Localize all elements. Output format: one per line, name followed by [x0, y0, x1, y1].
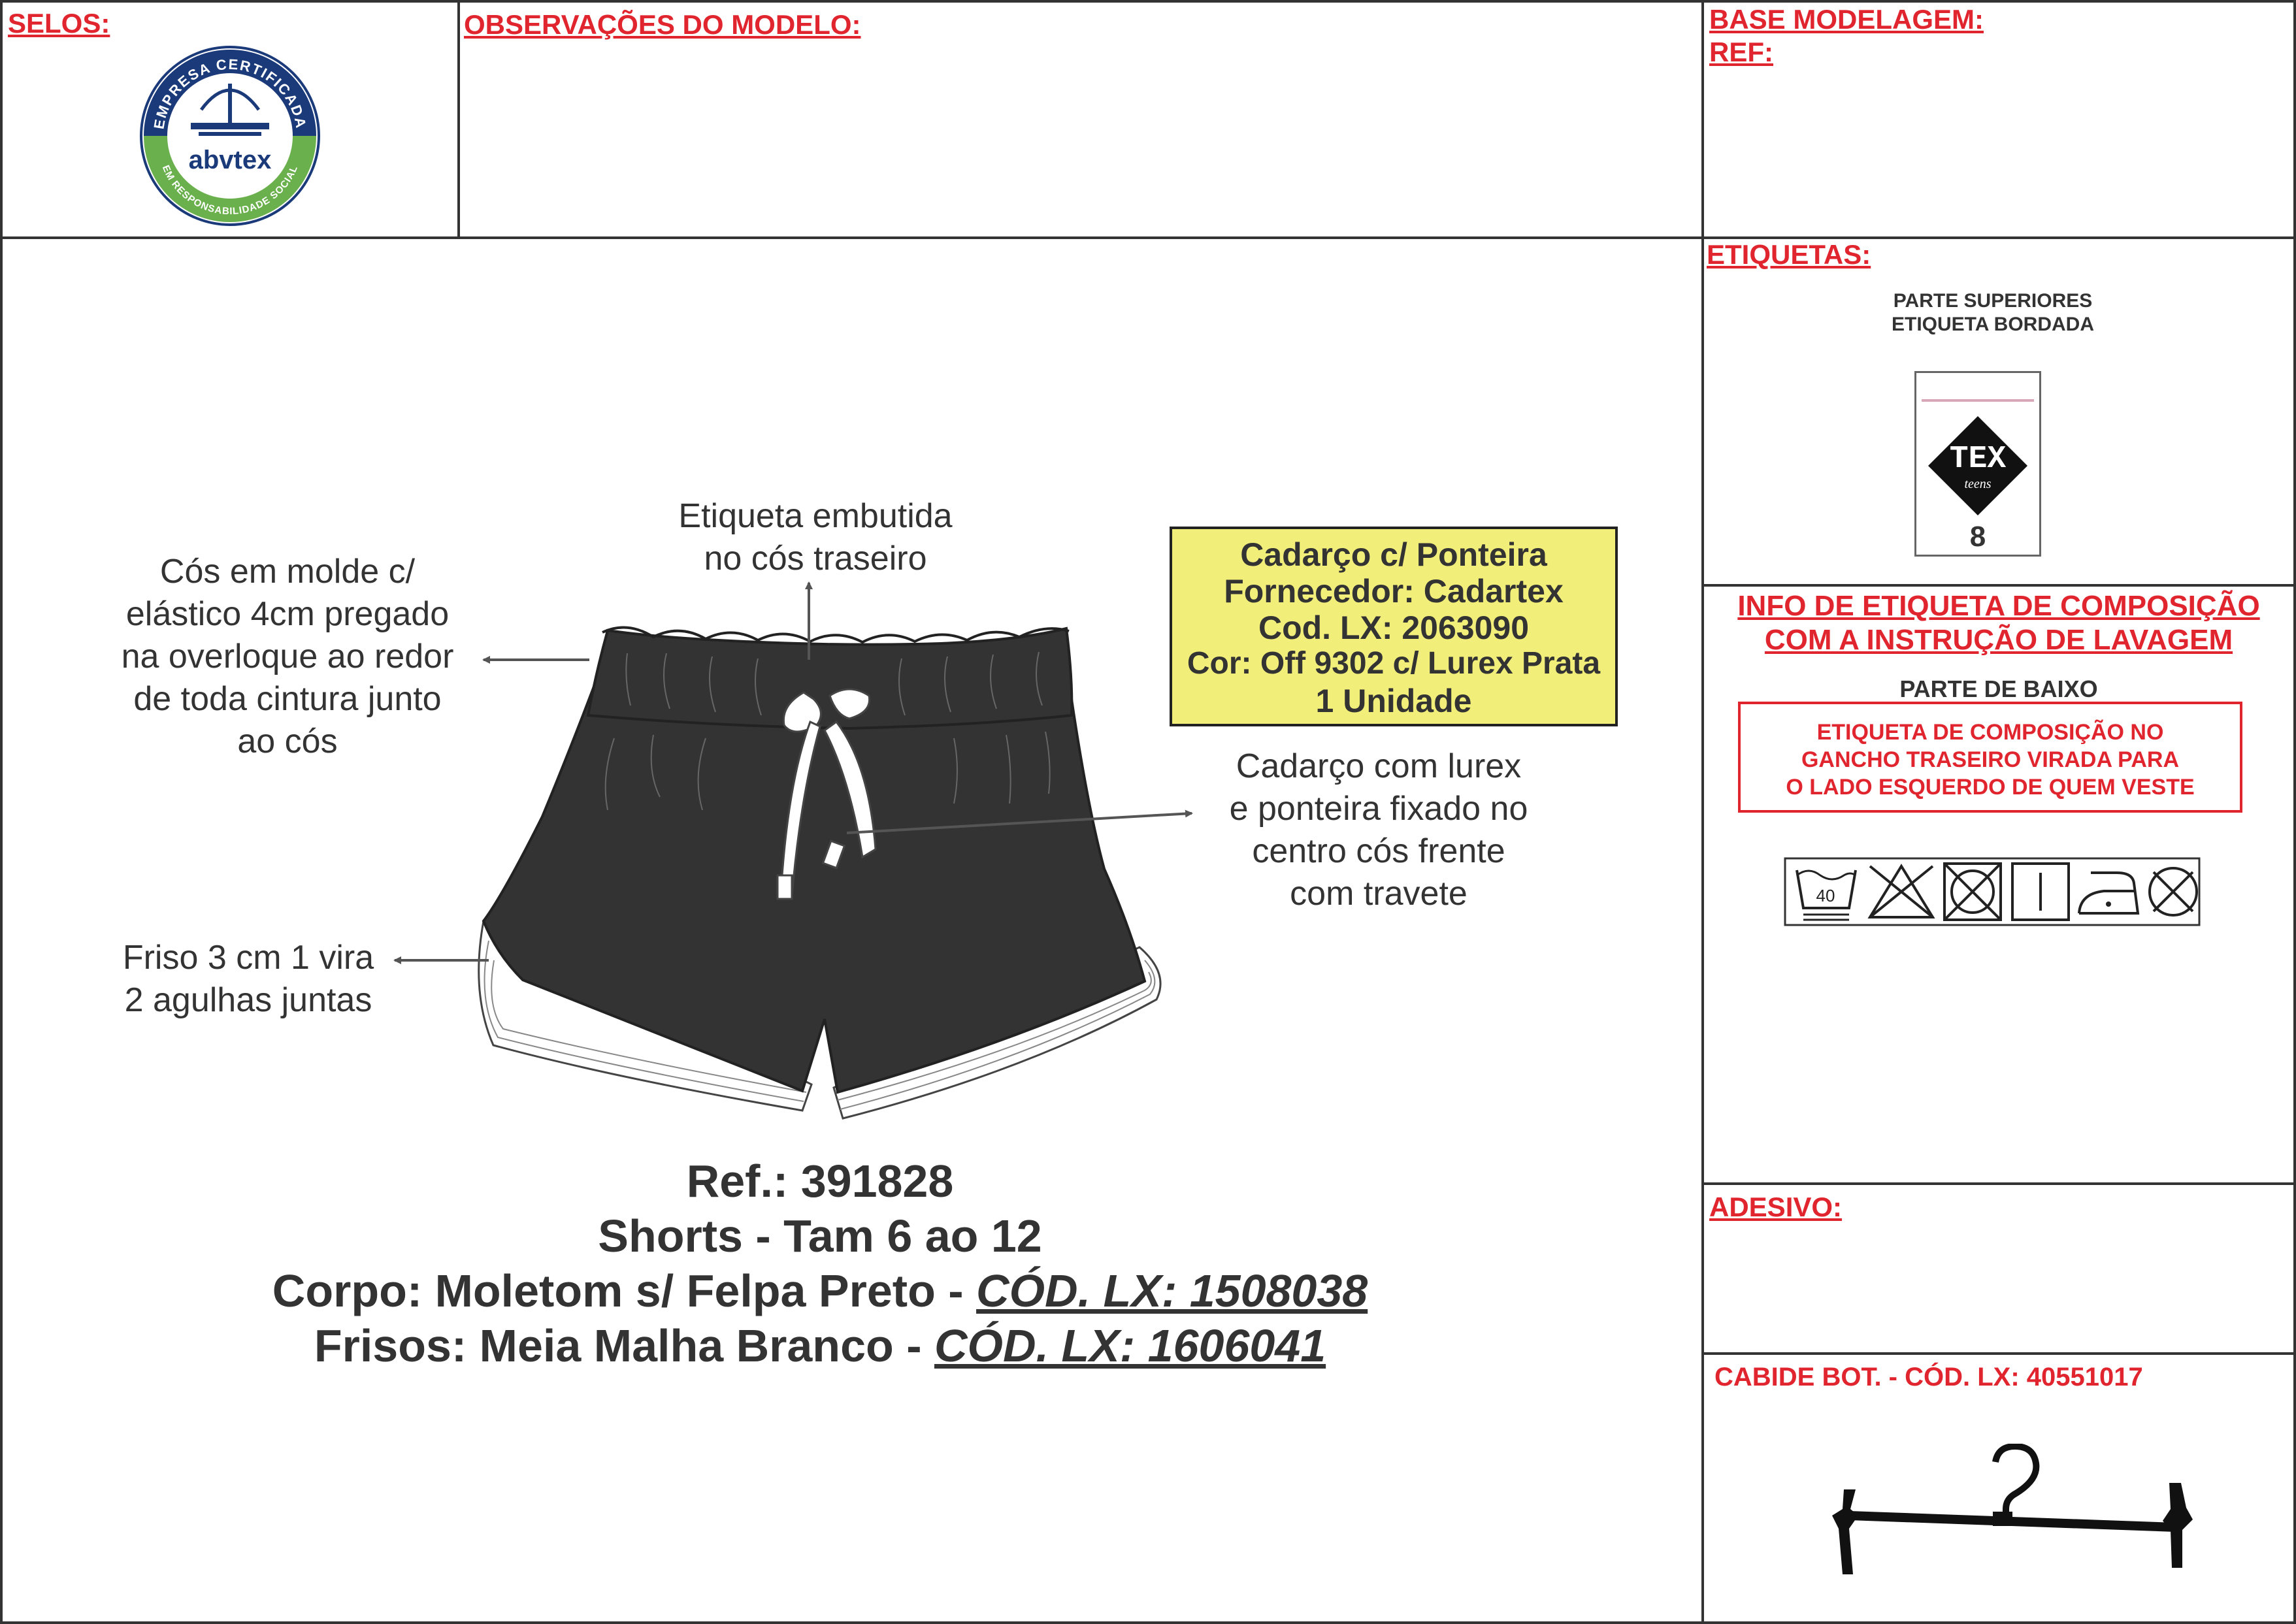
embroidered-label-tag	[1914, 371, 2041, 557]
etiqueta-annotation-1: Etiqueta embutida	[678, 497, 953, 535]
etiqueta-annotation-2: no cós traseiro	[704, 540, 927, 577]
parte-superiores-label: PARTE SUPERIORES	[1893, 290, 2093, 312]
cadarco-annotation-1: Cadarço com lurex	[1236, 747, 1522, 785]
frisos-code: CÓD. LX: 1606041	[934, 1320, 1326, 1371]
frisos-prefix: Frisos: Meia Malha Branco -	[314, 1320, 934, 1371]
supplier-line-4: Cor: Off 9302 c/ Lurex Prata	[1187, 646, 1601, 681]
supplier-line-3: Cod. LX: 2063090	[1258, 609, 1530, 646]
composicao-note-1: ETIQUETA DE COMPOSIÇÃO NO	[1816, 720, 2164, 745]
corpo-prefix: Corpo: Moletom s/ Felpa Preto -	[272, 1265, 977, 1316]
seal-brand: abvtex	[188, 146, 272, 174]
selos-label: SELOS:	[8, 8, 110, 39]
etiqueta-bordada-label: ETIQUETA BORDADA	[1892, 314, 2094, 335]
ref-label: REF:	[1709, 37, 1773, 67]
observacoes-label: OBSERVAÇÕES DO MODELO:	[464, 9, 861, 40]
friso-annotation-1: Friso 3 cm 1 vira	[122, 939, 374, 977]
composicao-note-box	[1738, 702, 2242, 813]
friso-annotation-2: 2 agulhas juntas	[124, 981, 372, 1019]
composicao-note-2: GANCHO TRASEIRO VIRADA PARA	[1801, 747, 2180, 772]
corpo-code: CÓD. LX: 1508038	[976, 1265, 1368, 1316]
supplier-line-1: Cadarço c/ Ponteira	[1240, 536, 1547, 573]
cadarco-annotation-4: com travete	[1290, 875, 1468, 913]
base-modelagem-label: BASE MODELAGEM:	[1709, 4, 1984, 35]
etiquetas-label: ETIQUETAS:	[1707, 239, 1871, 270]
wash-care-symbols	[1784, 857, 2201, 926]
tag-size: 8	[1969, 521, 1986, 553]
product-corpo	[0, 1265, 1640, 1317]
cadarco-annotation-3: centro cós frente	[1252, 832, 1505, 870]
product-frisos	[0, 1320, 1640, 1372]
cos-annotation-4: de toda cintura junto	[133, 680, 442, 718]
cos-annotation-5: ao cós	[237, 723, 338, 760]
cos-annotation-1: Cós em molde c/	[159, 553, 416, 591]
supplier-line-2: Fornecedor: Cadartex	[1224, 573, 1564, 609]
cabide-label: CABIDE BOT. - CÓD. LX: 40551017	[1714, 1363, 2143, 1391]
adesivo-label: ADESIVO:	[1709, 1192, 1843, 1222]
tex-diamond-logo	[1926, 414, 2030, 518]
wash-temp: 40	[1816, 886, 1835, 905]
seal-bottom-text: EM RESPONSABILIDADE SOCIAL	[159, 163, 301, 218]
cos-annotation-3: na overloque ao redor	[121, 638, 454, 675]
hanger-icon	[1829, 1444, 2195, 1587]
cadarco-annotation-2: e ponteira fixado no	[1229, 790, 1528, 828]
tag-brand: TEX	[1949, 442, 2007, 477]
composicao-title-2: COM A INSTRUÇÃO DE LAVAGEM	[1764, 624, 2233, 656]
supplier-line-5: 1 Unidade	[1315, 683, 1472, 719]
product-ref: Ref.: 391828	[686, 1156, 954, 1207]
product-name: Shorts - Tam 6 ao 12	[598, 1210, 1042, 1261]
cos-annotation-2: elástico 4cm pregado	[125, 595, 450, 633]
seal-top-text: EMPRESA CERTIFICADA	[150, 56, 310, 131]
tag-sub: teens	[1964, 477, 1992, 491]
composicao-title-1: INFO DE ETIQUETA DE COMPOSIÇÃO	[1737, 590, 2260, 622]
parte-de-baixo-label: PARTE DE BAIXO	[1899, 675, 2098, 702]
base-modelagem-box	[1701, 0, 2296, 239]
composicao-note-3: O LADO ESQUERDO DE QUEM VESTE	[1786, 775, 2195, 800]
no-tumble-dry-icon	[1944, 864, 2001, 920]
